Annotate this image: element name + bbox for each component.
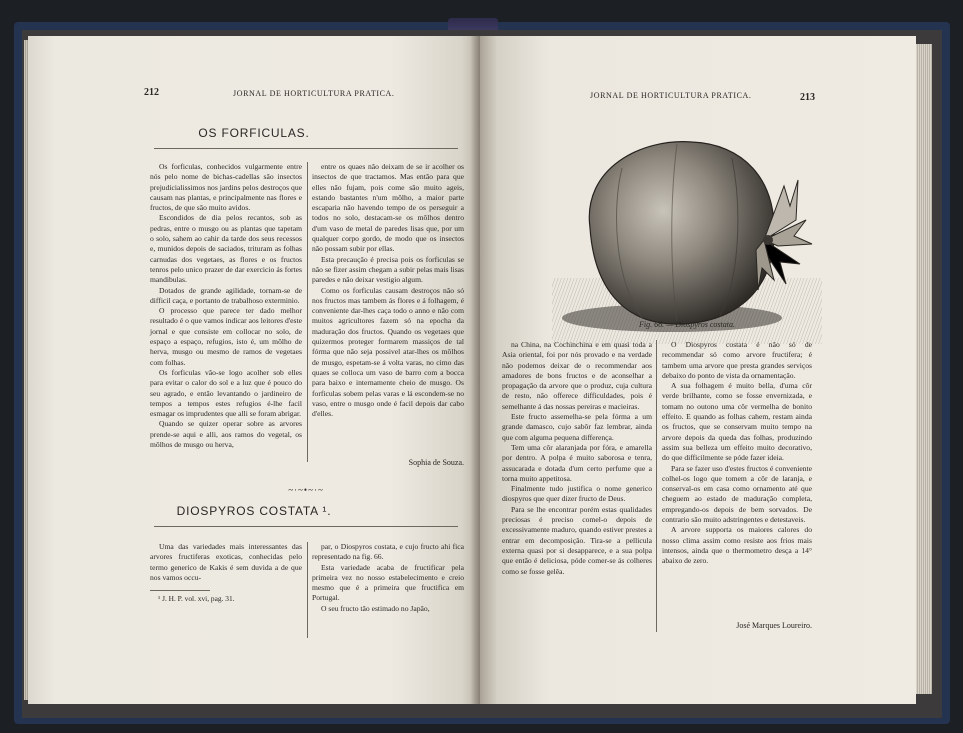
right-column-2 xyxy=(662,340,812,567)
column-divider xyxy=(307,542,308,638)
paragraph: Tem uma côr alaranjada por fóra, e amarella por dentro. A polpa é muito saborosa e tenra, assucarada e dotada d'um certo perfume que a torna muito appetitosa. xyxy=(502,442,652,483)
paragraph: Esta precaução é precisa pois os forficulas se não se fizer assim chegam a subir pelas mais lisas paredes e não deixar vestigio algum. xyxy=(312,254,464,285)
paragraph: Uma das variedades mais interessantes das arvores fructiferas exoticas, conhecidas pelo termo generico de Kakis é sem duvida a de que nos vamos occu- xyxy=(150,542,302,582)
signature-sophia: Sophia de Souza. xyxy=(408,458,464,467)
section-ornament: ~·~•~·~ xyxy=(288,485,324,495)
paragraph: par, o Diospyros costata, e cujo fructo ahi fica representado na fig. 66. xyxy=(312,542,464,562)
right-page xyxy=(480,36,916,704)
diospyros-column-2 xyxy=(312,542,464,614)
title-rule xyxy=(154,526,458,527)
paragraph: entre os quaes não deixam de se ir acolher os insectos de que tractamos. Mas então para que elles não fujam, pois come são muito ageis, estando bastantes n'um môlho, a maior parte escaparia não havendo tempo de os perseguir a todos no solo, destacam-se os môlhos dentro d'um vaso de metal de paredes lisas que, por um qualquer corpo gordo, de modo que os insectos não possam subir por ellas. xyxy=(312,162,464,254)
left-running-head: JORNAL DE HORTICULTURA PRATICA. xyxy=(233,89,395,98)
signature-loureiro: José Marques Loureiro. xyxy=(736,621,812,630)
right-page-edges xyxy=(916,44,932,694)
paragraph: O seu fructo tão estimado no Japão, xyxy=(321,603,430,613)
paragraph: Como os forficulas causam destroços não só nos fructos mas tambem ás flores e á folhagem, é conveniente dar-lhes caça todo o anno e não com muitos agricultores fazem só na epocha da maduração dos fructos. Quando os vegetaes que quizermos proteger formarem massiços de tal fórma que não seja possivel atar-lhes os môlhos de musgo, espetam-se á volta varas, no cimo das quaes se colloca um vaso de barro com a bocca para baixo e internamente cheio de musgo. Os forficulas sobem pelas varas e lá escondem-se no vaso, entre o musgo onde é facil depois dar cabo d'elles. xyxy=(312,285,464,419)
paragraph: Finalmente tudo justifica o nome generico diospyros que quer dizer fructo de Deus. xyxy=(502,484,652,504)
paragraph: Os forficulas, conhecidos vulgarmente entre nós pelo nome de bichas-cadellas são insectos prejudicialissimos nos jardins pelos destroços que causam nas plantas, e principalmente nas flores e fructos, de que são muito avidos. xyxy=(150,162,302,213)
persimmon-engraving-icon xyxy=(552,128,822,344)
left-page-number: 212 xyxy=(144,87,159,98)
paragraph: Os forficulas vão-se logo acolher sob elles para evitar o calor do sol e a luz que é pouco do seu agrado, e então levantando o jardineiro de tempos a tempos estes refugios é-lhe facil esmagar os imprudentes que alli se foram abrigar. xyxy=(150,367,302,419)
forficulas-column-1 xyxy=(150,162,302,450)
right-running-head: JORNAL DE HORTICULTURA PRATICA. xyxy=(590,91,752,100)
figure-caption: Fig. 66. — Diospyros costata. xyxy=(639,320,735,329)
column-divider xyxy=(307,162,308,462)
article-title-diospyros: DIOSPYROS COSTATA ¹. xyxy=(176,504,332,518)
paragraph: O processo que parece ter dado melhor resultado é o que vamos indicar aos leitores d'este jornal e que consiste em collocar no solo, de espaço a espaço, refugios, isto é, um môlho de herva, musgo ou mesmo de ramos de vegetaes com folhas. xyxy=(150,306,302,367)
paragraph: Para se lhe encontrar porém estas qualidades preciosas é preciso comel-o depois de excessivamente maduro, quando estiver prestes a entrar em decomposição. Tira-se a pellicula externa quasi por si desapparece, e a sua polpa que então é deliciosa, póde comer-se ás colheres como se fosse gelêa. xyxy=(502,504,652,576)
paragraph: na China, na Cochinchina e em quasi toda a Asia oriental, foi por nós provado e na verdade não podemos deixar de o recommendar aos amadores de bons fructos e de aconselhar a propagação da arvore que o produz, cuja cultura de resto, não offerece difficuldades, pois é semelhante á das nossas pereiras e macieiras. xyxy=(502,340,652,411)
paragraph: Para se fazer uso d'estes fructos é conveniente colhel-os logo que tomem a côr de laranja, e conserval-os em casa como ornamento até que cheguem ao estado de maduração completa, empregando-os depois de bem sorvados. De contrario são muito adstringentes e detestaveis. xyxy=(662,463,812,525)
paragraph: A arvore supporta os maiores calores do nosso clima assim como resiste aos frios mais intensos, ainda que o thermometro desça a 14° abaixo de zero. xyxy=(662,525,812,566)
paragraph: Este fructo assemelha-se pela fórma a um grande damasco, cujo sabôr faz lembrar, ainda que com alguma pequena differença. xyxy=(502,412,652,442)
paragraph: Esta variedade acaba de fructificar pela primeira vez no nosso estabelecimento e creio mesmo que é a primeira que fructifica em Portugal. xyxy=(312,562,464,603)
footnote-rule xyxy=(150,590,210,591)
paragraph: A sua folhagem é muito bella, d'uma côr verde brilhante, como se fosse envernizada, e tomam no outono uma côr vermelha de bonito effeito. E quando as folhas cahem, restam ainda os fructos, que se conservam muito tempo na arvore depois da queda das folhas, produzindo assim sua belleza um effeito muito decorativo, do que difficilmente se póde fazer ideia. xyxy=(662,381,812,463)
left-page xyxy=(28,36,480,704)
article-title-forficulas: OS FORFICULAS. xyxy=(198,126,310,140)
footnote: ¹ J. H. P. vol. xvi, pag. 31. xyxy=(158,594,235,603)
right-page-number: 213 xyxy=(800,92,815,103)
paragraph: O Diospyros costata é não só de recommendar só como arvore fructifera; é tambem uma arvore que presta grandes serviços debaixo do ponto de vista da ornamentação. xyxy=(662,340,812,380)
column-divider xyxy=(656,340,657,632)
title-rule xyxy=(154,148,458,149)
paragraph: Dotados de grande agilidade, tornam-se de difficil caça, e portanto de trabalhoso exterminio. xyxy=(150,285,302,305)
paragraph: Quando se quizer operar sobre as arvores prende-se aqui e alli, aos ramos do vegetal, os môlhos de musgo ou herva, xyxy=(150,419,302,450)
forficulas-column-2 xyxy=(312,162,464,419)
paragraph: Escondidos de dia pelos recantos, sob as pedras, entre o musgo ou as plantas que tapetam o solo, sahem ao cahir da tarde dos seus recessos e, munidos depois de saciados, trituram as folhas carnudas dos vegetaes, as flores e os fructos tenros pelo unico prazer de dar exercicio ás fortes mandibulas. xyxy=(150,213,302,285)
right-column-1 xyxy=(502,340,652,577)
diospyros-column-1 xyxy=(150,542,302,583)
